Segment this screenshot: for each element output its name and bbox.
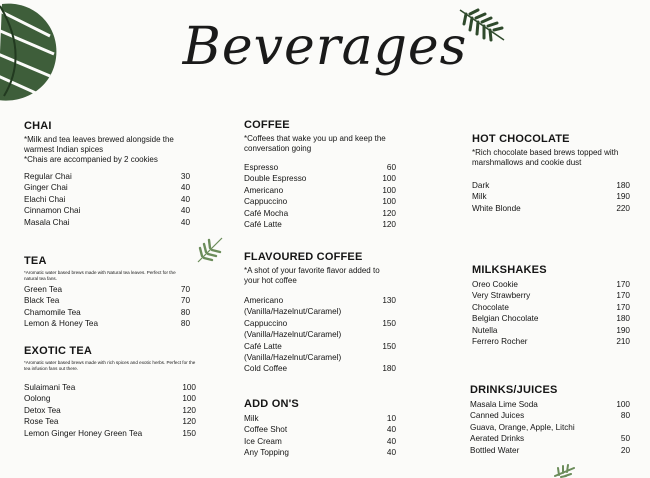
fern-leaf-icon	[196, 236, 224, 264]
section-title: HOT CHOCOLATE	[472, 133, 570, 145]
menu-item	[472, 191, 630, 202]
item-price: 70	[180, 296, 190, 306]
item-price: 20	[620, 445, 630, 455]
item-price: 170	[616, 291, 630, 301]
section-title: FLAVOURED COFFEE	[244, 251, 363, 263]
menu-list	[472, 180, 630, 214]
menu-item-variant	[244, 352, 396, 363]
menu-item	[244, 413, 396, 424]
item-name: Americano	[244, 296, 284, 305]
menu-item	[244, 173, 396, 184]
menu-item	[24, 318, 190, 329]
item-price	[374, 352, 396, 363]
menu-item	[24, 405, 196, 416]
item-name: Bottled Water	[470, 445, 520, 455]
item-price: 40	[180, 183, 190, 193]
item-name: (Vanilla/Hazelnut/Caramel)	[244, 353, 342, 363]
item-price: 100	[382, 174, 396, 184]
menu-list	[244, 295, 396, 375]
item-name: Nutella	[472, 325, 498, 335]
item-price: 40	[386, 425, 396, 435]
item-name: Black Tea	[24, 296, 60, 306]
menu-item	[244, 363, 396, 374]
item-name: Oolong	[24, 394, 51, 404]
item-name: Green Tea	[24, 285, 63, 294]
menu-item	[244, 447, 396, 458]
section-milkshakes	[472, 264, 630, 347]
menu-item	[244, 424, 396, 435]
section-description: *Coffees that wake you up and keep the conversation going	[244, 134, 386, 153]
item-price: 120	[382, 208, 396, 218]
item-price: 100	[616, 400, 630, 409]
item-name: Coffee Shot	[244, 425, 288, 435]
section-description: *Aromatic water based brews made with rich spices and exotic herbs. Perfect for the tea infusion fans out there.	[24, 360, 196, 371]
item-price: 40	[180, 206, 190, 216]
section-title: CHAI	[24, 120, 52, 132]
section-description: *Milk and tea leaves brewed alongside the warmest Indian spices	[24, 135, 174, 154]
menu-item	[24, 217, 190, 228]
section-tea	[24, 255, 190, 330]
section-title: DRINKS/JUICES	[470, 384, 558, 396]
menu-item	[470, 410, 630, 421]
item-price: 30	[180, 172, 190, 181]
item-name: Ice Cream	[244, 436, 282, 446]
section-note: *Chais are accompanied by 2 cookies	[24, 155, 158, 164]
item-price: 40	[180, 194, 190, 204]
menu-item	[24, 382, 196, 393]
menu-list	[244, 413, 396, 459]
item-price: 120	[182, 405, 196, 415]
item-name: (Vanilla/Hazelnut/Caramel)	[244, 330, 342, 340]
item-name: Milk	[472, 192, 487, 202]
section-title: TEA	[24, 255, 47, 267]
menu-item	[470, 422, 630, 433]
menu-item	[470, 445, 630, 456]
item-name: Cinnamon Chai	[24, 206, 81, 216]
menu-item	[472, 325, 630, 336]
menu-item	[472, 290, 630, 301]
item-price: 150	[382, 341, 396, 351]
item-name: Espresso	[244, 163, 279, 172]
item-price: 100	[382, 197, 396, 207]
menu-item	[24, 416, 196, 427]
item-price: 180	[616, 181, 630, 190]
menu-list	[470, 399, 630, 456]
item-price: 10	[386, 414, 396, 423]
item-price: 180	[616, 314, 630, 324]
section-flavoured-coffee	[244, 251, 396, 375]
section-chai	[24, 120, 190, 228]
menu-list	[24, 171, 190, 228]
menu-item	[244, 162, 396, 173]
item-name: Canned Juices	[470, 411, 525, 421]
item-name: Ferrero Rocher	[472, 337, 528, 347]
section-exotic-tea	[24, 345, 196, 439]
item-name: Rose Tea	[24, 417, 59, 427]
menu-list	[24, 284, 190, 330]
menu-item	[24, 171, 190, 182]
item-price: 120	[182, 417, 196, 427]
item-name: Cold Coffee	[244, 364, 288, 374]
item-name: Café Mocha	[244, 208, 289, 218]
item-price: 100	[182, 383, 196, 392]
section-hot-chocolate	[472, 133, 630, 214]
item-price: 50	[620, 434, 630, 444]
item-name: Any Topping	[244, 448, 289, 458]
page-title: Beverages	[182, 17, 468, 77]
section-add-ons	[244, 398, 396, 459]
menu-list	[24, 382, 196, 439]
item-name: Elachi Chai	[24, 194, 66, 204]
menu-item	[24, 205, 190, 216]
item-price: 220	[616, 203, 630, 213]
menu-item	[244, 196, 396, 207]
item-name: Regular Chai	[24, 172, 72, 181]
item-name: Very Strawberry	[472, 291, 531, 301]
menu-list	[244, 162, 396, 230]
item-name: Double Espresso	[244, 174, 307, 184]
item-price: 190	[616, 325, 630, 335]
item-name: Café Latte	[244, 341, 282, 351]
item-name: White Blonde	[472, 203, 521, 213]
item-name: Guava, Orange, Apple, Litchi	[470, 422, 575, 432]
item-price: 60	[386, 163, 396, 172]
item-name: Lemon & Honey Tea	[24, 319, 99, 329]
menu-item	[24, 182, 190, 193]
menu-item	[24, 307, 190, 318]
menu-item	[472, 302, 630, 313]
item-price: 40	[386, 436, 396, 446]
item-price: 170	[616, 302, 630, 312]
item-name: Cappuccino	[244, 197, 288, 207]
item-price: 150	[382, 318, 396, 328]
section-description: *Aromatic water based brews made with Natural tea leaves. Perfect for the natural tea fans.	[24, 270, 176, 281]
menu-item	[244, 185, 396, 196]
section-title: COFFEE	[244, 119, 290, 131]
menu-item	[244, 318, 396, 329]
item-price	[608, 422, 630, 433]
menu-item	[472, 336, 630, 347]
menu-item	[24, 194, 190, 205]
menu-item	[244, 295, 396, 306]
item-name: Americano	[244, 185, 284, 195]
menu-item	[244, 436, 396, 447]
menu-item	[24, 284, 190, 295]
fern-leaf-icon	[554, 464, 576, 478]
menu-item	[472, 180, 630, 191]
menu-list	[472, 279, 630, 347]
menu-item	[244, 208, 396, 219]
menu-item	[472, 203, 630, 214]
item-name: Milk	[244, 414, 259, 423]
menu-item	[24, 295, 190, 306]
item-name: Belgian Chocolate	[472, 314, 539, 324]
item-price: 80	[620, 411, 630, 421]
item-price: 80	[180, 307, 190, 317]
item-name: Aerated Drinks	[470, 434, 525, 444]
item-price: 40	[386, 448, 396, 458]
item-price: 150	[182, 428, 196, 438]
section-drinks-juices	[470, 384, 630, 456]
item-name: Chamomile Tea	[24, 307, 81, 317]
item-name: Chocolate	[472, 302, 509, 312]
item-name: Detox Tea	[24, 405, 61, 415]
section-description: *Rich chocolate based brews topped with marshmallows and cookie dust	[472, 148, 619, 167]
menu-item	[470, 433, 630, 444]
menu-item	[244, 219, 396, 230]
item-name: Ginger Chai	[24, 183, 68, 193]
item-price: 80	[180, 319, 190, 329]
item-name: Café Latte	[244, 220, 282, 230]
item-price: 40	[180, 217, 190, 227]
section-coffee	[244, 119, 396, 230]
item-name: Lemon Ginger Honey Green Tea	[24, 428, 143, 438]
item-price: 180	[382, 364, 396, 374]
menu-item	[470, 399, 630, 410]
item-name: Dark	[472, 181, 490, 190]
menu-item-variant	[244, 329, 396, 340]
menu-item	[244, 341, 396, 352]
menu-item	[24, 428, 196, 439]
section-title: EXOTIC TEA	[24, 345, 93, 357]
item-price: 130	[382, 296, 396, 305]
item-name: Masala Lime Soda	[470, 400, 538, 409]
item-price: 170	[616, 280, 630, 289]
menu-item	[472, 313, 630, 324]
item-price: 120	[382, 220, 396, 230]
section-title: ADD ON'S	[244, 398, 299, 410]
item-price: 190	[616, 192, 630, 202]
item-price	[374, 306, 396, 317]
item-name: Sulaimani Tea	[24, 383, 76, 392]
item-price	[374, 329, 396, 340]
item-name: (Vanilla/Hazelnut/Caramel)	[244, 307, 342, 317]
item-price: 210	[616, 337, 630, 347]
item-name: Masala Chai	[24, 217, 70, 227]
menu-item-variant	[244, 306, 396, 317]
menu-item	[24, 393, 196, 404]
menu-item	[472, 279, 630, 290]
item-name: Oreo Cookie	[472, 280, 518, 289]
section-title: MILKSHAKES	[472, 264, 547, 276]
item-price: 70	[180, 285, 190, 294]
item-price: 100	[182, 394, 196, 404]
item-name: Cappuccino	[244, 318, 288, 328]
section-description: *A shot of your favorite flavor added to your hot coffee	[244, 266, 380, 285]
item-price: 100	[382, 185, 396, 195]
